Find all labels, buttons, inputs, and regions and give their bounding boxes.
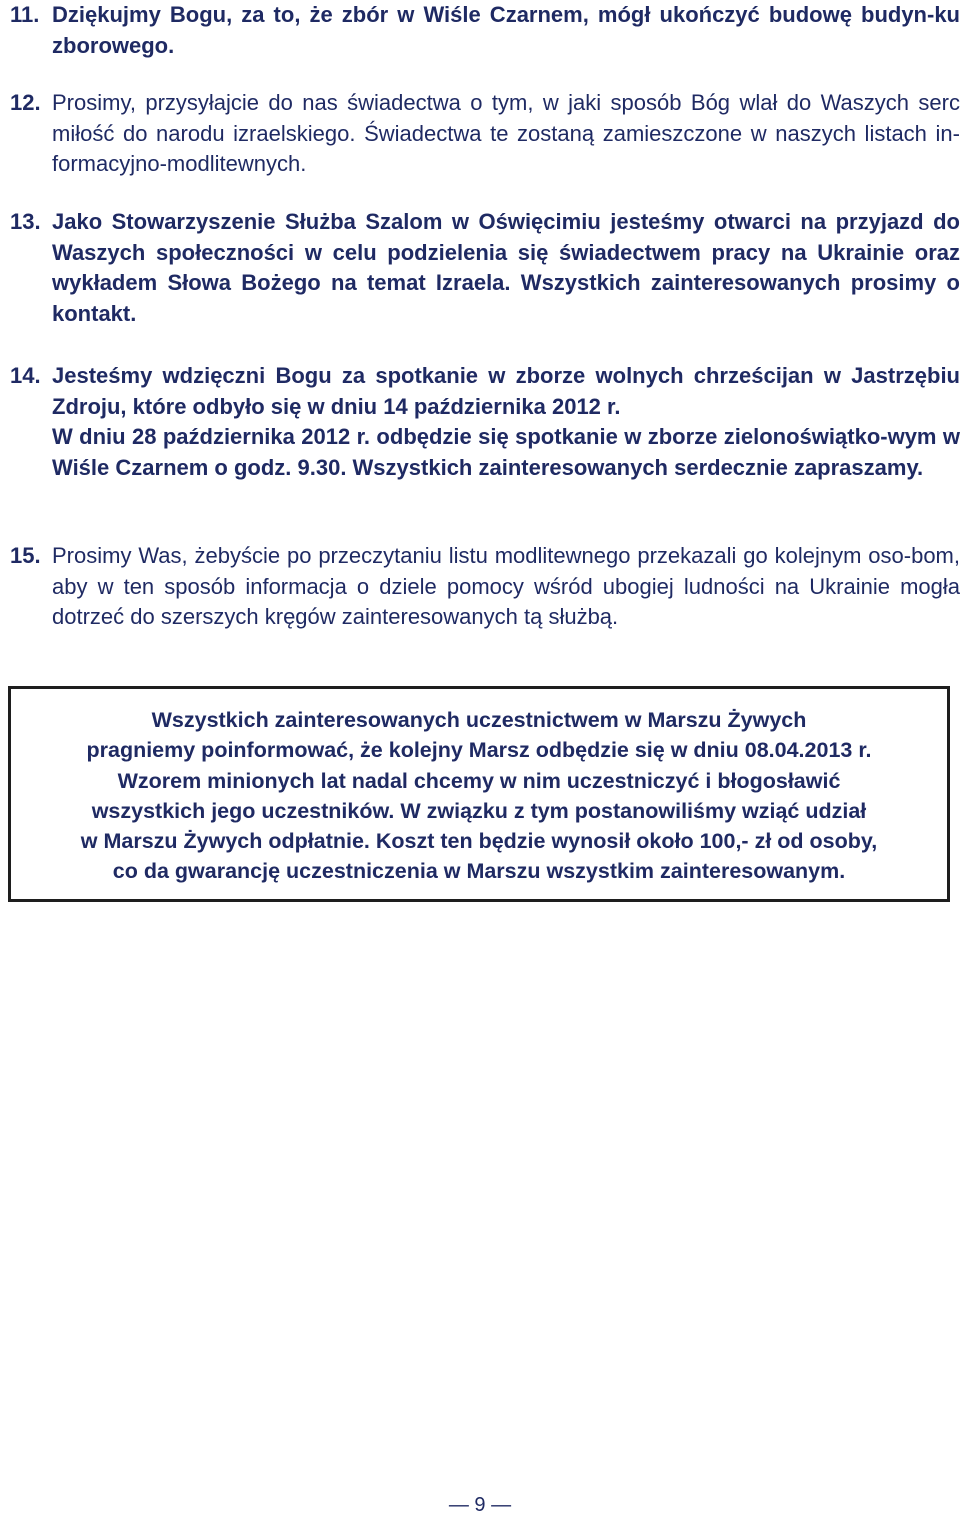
notice-line: pragniemy poinformować, że kolejny Marsz odbędzie się w dniu 08.04.2013 r. (86, 738, 872, 763)
list-item-13 (10, 207, 960, 329)
list-item-12 (10, 88, 960, 180)
item-number: 13. (10, 209, 41, 234)
item-text (52, 361, 960, 483)
item-number: 11. (10, 2, 40, 27)
item-number: 12. (10, 90, 41, 115)
list-item-15 (10, 541, 960, 633)
list-item-11 (10, 0, 960, 61)
notice-line: wszystkich jego uczestników. W związku z tym postanowiliśmy wziąć udział (91, 798, 867, 823)
item-paragraph: Jako Stowarzyszenie Służba Szalom w Oświęcimiu jesteśmy otwarci na przyjazd do Waszych społeczności w celu podzielenia się świadectwem pracy na Ukrainie oraz wykładem Słowa Bożego na temat Izraela. Wszystkich zainteresowanych prosimy o kontakt. (52, 209, 960, 326)
item-paragraph: Prosimy Was, żebyście po przeczytaniu listu modlitewnego przekazali go kolejnym oso-bom, aby w ten sposób informacja o dziele pomocy wśród ubogiej ludności na Ukrainie mogła dotrzeć do szerszych kręgów zainteresowanych tą służbą. (52, 543, 960, 629)
notice-line: Wszystkich zainteresowanych uczestnictwem w Marszu Żywych (151, 708, 807, 732)
item-number: 15. (10, 543, 41, 568)
item-text (52, 541, 960, 633)
march-of-the-living-notice (8, 686, 950, 902)
list-item-14 (10, 361, 960, 483)
item-text (52, 0, 960, 61)
item-paragraph: Jesteśmy wdzięczni Bogu za spotkanie w zborze wolnych chrześcijan w Jastrzębiu Zdroju, które odbyło się w dniu 14 października 2012 r. (52, 363, 960, 419)
item-number: 14. (10, 363, 41, 388)
notice-line: w Marszu Żywych odpłatnie. Koszt ten będzie wynosił około 100,- zł od osoby, (80, 829, 878, 854)
item-paragraph: Dziękujmy Bogu, za to, że zbór w Wiśle Czarnem, mógł ukończyć budowę budyn-ku zborowego. (52, 2, 960, 58)
notice-line: Wzorem minionych lat nadal chcemy w nim uczestniczyć i błogosławić (117, 768, 841, 793)
notice-line: co da gwarancję uczestniczenia w Marszu wszystkim zainteresowanym. (112, 859, 846, 884)
item-text (52, 207, 960, 329)
page-number: — 9 — (448, 1494, 512, 1516)
item-paragraph: Prosimy, przysyłajcie do nas świadectwa o tym, w jaki sposób Bóg wlał do Waszych serc miłość do narodu izraelskiego. Świadectwa te zostaną zamieszczone w naszych listach in-formacyjno-modlitewnych. (52, 90, 960, 176)
item-text (52, 88, 960, 180)
item-paragraph: W dniu 28 października 2012 r. odbędzie się spotkanie w zborze zielonoświątko-wym w Wiśle Czarnem o godz. 9.30. Wszystkich zainteresowanych serdecznie zapraszamy. (52, 424, 960, 480)
